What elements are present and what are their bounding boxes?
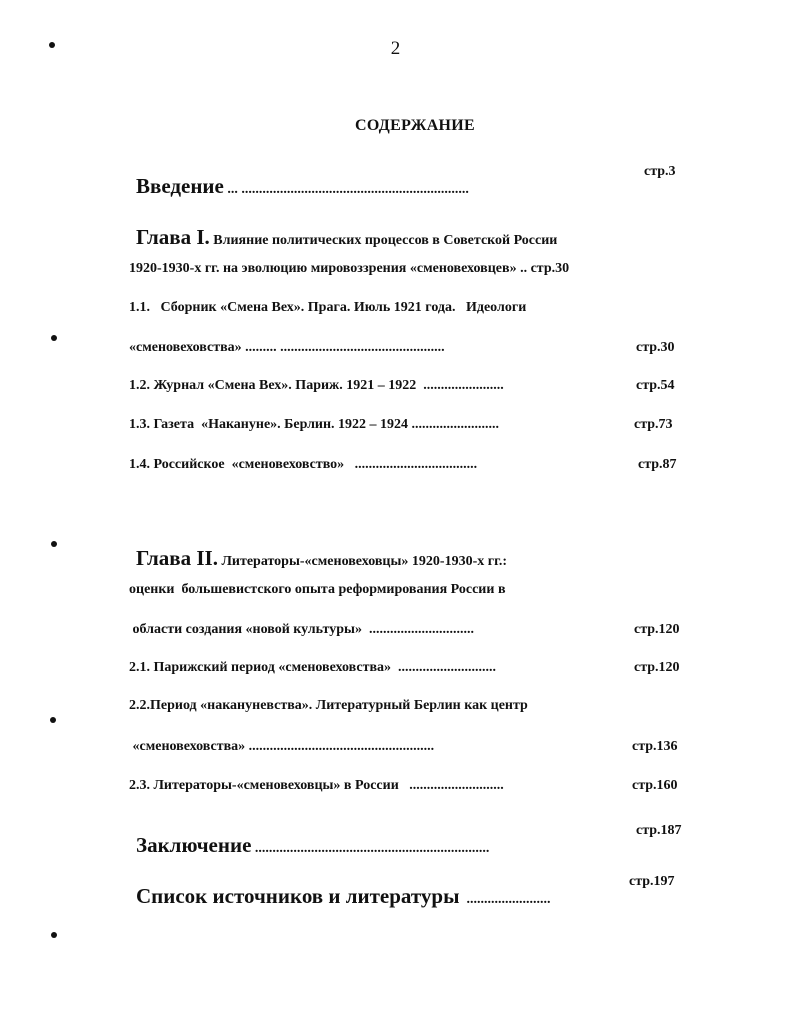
binding-hole xyxy=(51,335,57,341)
toc-1-3[interactable]: 1.3. Газета «Накануне». Берлин. 1922 – 1924 ......................... xyxy=(129,417,500,432)
page-number: 2 xyxy=(390,38,401,59)
toc-2-2-line2[interactable]: «сменовеховства» ..................................................... xyxy=(129,739,435,754)
toc-2-1[interactable]: 2.1. Парижский период «сменовеховства» ............................ xyxy=(129,660,497,675)
toc-2-3-page[interactable]: стр.160 xyxy=(632,778,678,793)
toc-conclusion-page[interactable]: стр.187 xyxy=(636,823,682,838)
toc-2-2-line1[interactable]: 2.2.Период «накануневства». Литературный Берлин как центр xyxy=(129,698,528,713)
toc-chapter2-page[interactable]: стр.120 xyxy=(634,622,680,637)
toc-intro-title: Введение xyxy=(136,174,224,198)
toc-sources-title: Список источников и литературы xyxy=(136,884,460,908)
toc-1-4-page[interactable]: стр.87 xyxy=(638,457,677,472)
toc-sources-leader: ........................ xyxy=(459,892,551,907)
toc-1-2[interactable]: 1.2. Журнал «Смена Вех». Париж. 1921 – 1922 ....................... xyxy=(129,378,504,393)
toc-chapter1[interactable] xyxy=(129,209,557,250)
toc-chapter1-label: Глава I. xyxy=(136,225,210,249)
toc-2-1-page[interactable]: стр.120 xyxy=(634,660,680,675)
binding-hole xyxy=(50,717,56,723)
toc-2-3[interactable]: 2.3. Литераторы-«сменовеховцы» в России ........................... xyxy=(129,778,504,793)
binding-hole xyxy=(51,932,57,938)
toc-1-3-page[interactable]: стр.73 xyxy=(634,417,673,432)
binding-hole xyxy=(51,541,57,547)
toc-1-1-page[interactable]: стр.30 xyxy=(636,340,675,355)
toc-conclusion-title: Заключение xyxy=(136,833,252,857)
toc-chapter2-line2[interactable]: оценки большевистского опыта реформирования России в xyxy=(129,582,506,597)
toc-intro-leader: ... ................................................................. xyxy=(223,182,469,197)
binding-hole xyxy=(49,42,55,48)
toc-intro-page[interactable]: стр.3 xyxy=(644,164,676,179)
toc-sources-page[interactable]: стр.197 xyxy=(629,874,675,889)
toc-sources[interactable] xyxy=(129,868,551,909)
toc-chapter2-label: Глава II. xyxy=(136,546,218,570)
toc-chapter1-title-line1: Влияние политических процессов в Советской России xyxy=(209,233,558,248)
toc-chapter1-line2[interactable]: 1920-1930-х гг. на эволюцию мировоззрения «сменовеховцев» .. стр.30 xyxy=(129,261,570,276)
page-heading: СОДЕРЖАНИЕ xyxy=(354,117,476,134)
toc-intro[interactable] xyxy=(129,158,469,199)
toc-2-2-page[interactable]: стр.136 xyxy=(632,739,678,754)
toc-1-1-line2[interactable]: «сменовеховства» ......... ............................................... xyxy=(129,340,445,355)
toc-conclusion-leader: ................................................................... xyxy=(251,841,490,856)
toc-conclusion[interactable] xyxy=(129,817,489,858)
toc-1-2-page[interactable]: стр.54 xyxy=(636,378,675,393)
toc-1-4[interactable]: 1.4. Российское «сменовеховство» ................................... xyxy=(129,457,478,472)
toc-chapter2-title-line1: Литераторы-«сменовеховцы» 1920-1930-х гг.: xyxy=(217,554,508,569)
toc-chapter2[interactable] xyxy=(129,530,507,571)
toc-1-1-line1[interactable]: 1.1. Сборник «Смена Вех». Прага. Июль 1921 года. Идеологи xyxy=(129,300,527,315)
toc-chapter2-line3[interactable]: области создания «новой культуры» .............................. xyxy=(129,622,474,637)
